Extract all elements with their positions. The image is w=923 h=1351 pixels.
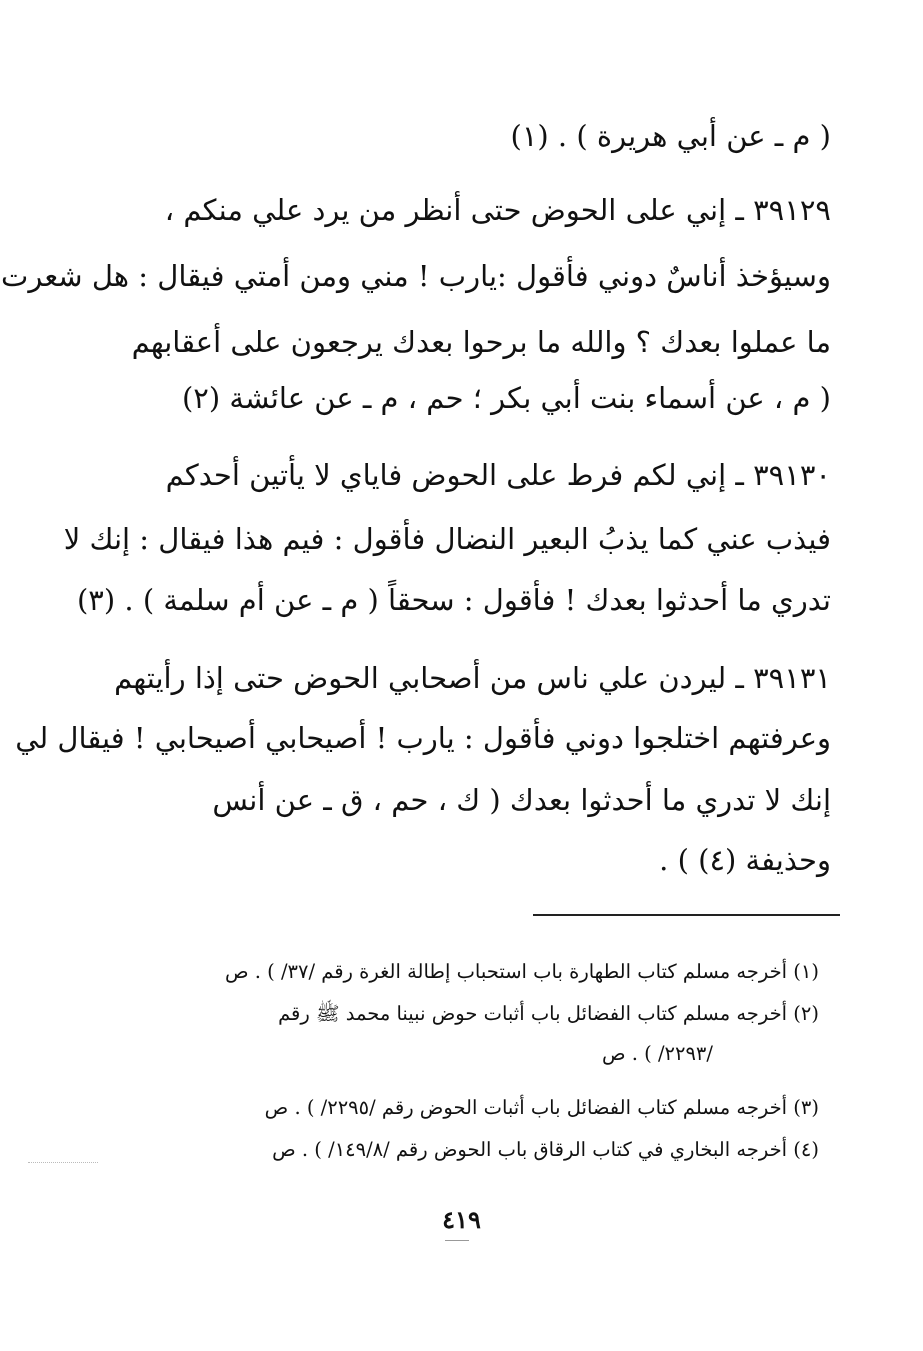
footnote: /٢٢٩٣/ ) . ص <box>601 1042 713 1065</box>
text-line: ( م ـ عن أبي هريرة ) . (١) <box>510 119 831 153</box>
footnote: (٢) أخرجه مسلم كتاب الفضائل باب أثبات حوض نبينا محمد ﷺ رقم <box>278 1002 819 1025</box>
text-line: وسيؤخذ أناسٌ دوني فأقول :يارب ! مني ومن أمتي فيقال : هل شعرت <box>1 259 831 293</box>
divider <box>28 1162 98 1163</box>
footnote: (٤) أخرجه البخاري في كتاب الرقاق باب الحوض رقم /١٤٩/٨/ ) . ص <box>272 1138 819 1161</box>
text-line: إنك لا تدري ما أحدثوا بعدك ( ك ، حم ، ق ـ عن أنس <box>212 783 831 817</box>
text-line: ما عملوا بعدك ؟ والله ما برحوا بعدك يرجعون على أعقابهم <box>131 325 831 359</box>
footnote: (٣) أخرجه مسلم كتاب الفضائل باب أثبات الحوض رقم /٢٢٩٥/ ) . ص <box>264 1096 819 1119</box>
text-line: فيذب عني كما يذبُ البعير النضال فأقول : فيم هذا فيقال : إنك لا <box>63 522 831 556</box>
footnote: (١) أخرجه مسلم كتاب الطهارة باب استحباب إطالة الغرة رقم /٣٧/ ) . ص <box>224 960 819 983</box>
text-line: ٣٩١٣٠ ـ إني لكم فرط على الحوض فاياي لا يأتين أحدكم <box>165 458 831 492</box>
divider <box>445 1240 469 1241</box>
text-line: تدري ما أحدثوا بعدك ! فأقول : سحقاً ( م ـ عن أم سلمة ) . (٣) <box>76 583 831 617</box>
text-line: وعرفتهم اختلجوا دوني فأقول : يارب ! أصيحابي أصيحابي ! فيقال لي <box>15 721 831 755</box>
text-line: ( م ، عن أسماء بنت أبي بكر ؛ حم ، م ـ عن عائشة (٢) <box>181 381 831 415</box>
text-line: ٣٩١٣١ ـ ليردن علي ناس من أصحابي الحوض حتى إذا رأيتهم <box>114 661 831 695</box>
text-line: ٣٩١٢٩ ـ إني على الحوض حتى أنظر من يرد علي منكم ، <box>164 193 831 227</box>
page-number: ٤١٩ <box>442 1205 481 1234</box>
footnote-separator <box>533 914 840 916</box>
text-line: وحذيفة (٤) ) . <box>659 843 831 877</box>
